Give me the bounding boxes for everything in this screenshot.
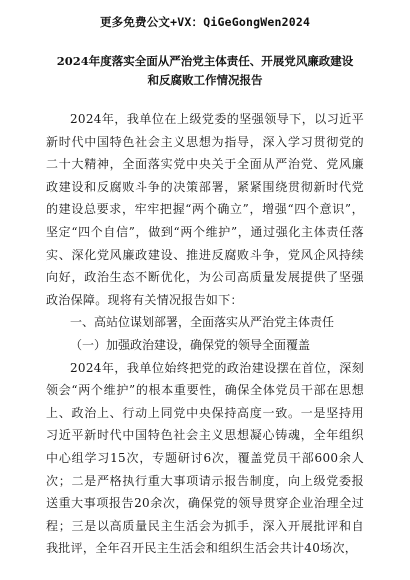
section-heading-1: 一、高站位谋划部署，全面落实从严治党主体责任 bbox=[70, 315, 335, 330]
watermark-header: 更多免费公文+VX：QiGeGongWen2024 bbox=[99, 15, 311, 29]
report-title bbox=[46, 52, 364, 90]
intro-paragraph: 2024年，我单位在上级党委的坚强领导下，以习近平新时代中国特色社会主义思想为指导，深入学习贯彻党的二十大精神，全面落实党中央关于全面从严治党、党风廉政建设和反腐败斗争的决策部署，紧紧围绕贯彻新时代党的建设总要求，牢牢把握“两个确立”，增强“四个意识”，坚定“四个自信”，做到“两个维护”，通过强化主体责任落实、深化党风廉政建设、推进反腐败斗争，党风企风持续向好，政治生态不断优化，为公司高质量发展提供了坚强政治保障。现将有关情况报告如下： bbox=[46, 112, 364, 307]
report-title-line-1: 2024年度落实全面从严治党主体责任、开展党风廉政建设 bbox=[56, 54, 354, 68]
body-paragraph-1: 2024年，我单位始终把党的政治建设摆在首位，深刻领会“两个维护”的根本重要性，确保全体党员干部在思想上、政治上、行动上同党中央保持高度一致。一是坚持用习近平新时代中国特色社会主义思想凝心铸魂，全年组织中心组学习15次，专题研讨6次，覆盖党员干部600余人次；二是严格执行重大事项请示报告制度，向上级党委报送重大事项报告20余次，确保党的领导贯穿企业治理全过程；三是以高质量民主生活会为抓手，深入开展批评和自我批评，全年召开民主生活会和组织生活会共计40场次， bbox=[46, 360, 364, 556]
report-title-line-2: 和反腐败工作情况报告 bbox=[147, 73, 263, 87]
subsection-heading-1: （一）加强政治建设，确保党的领导全面覆盖 bbox=[70, 337, 311, 352]
